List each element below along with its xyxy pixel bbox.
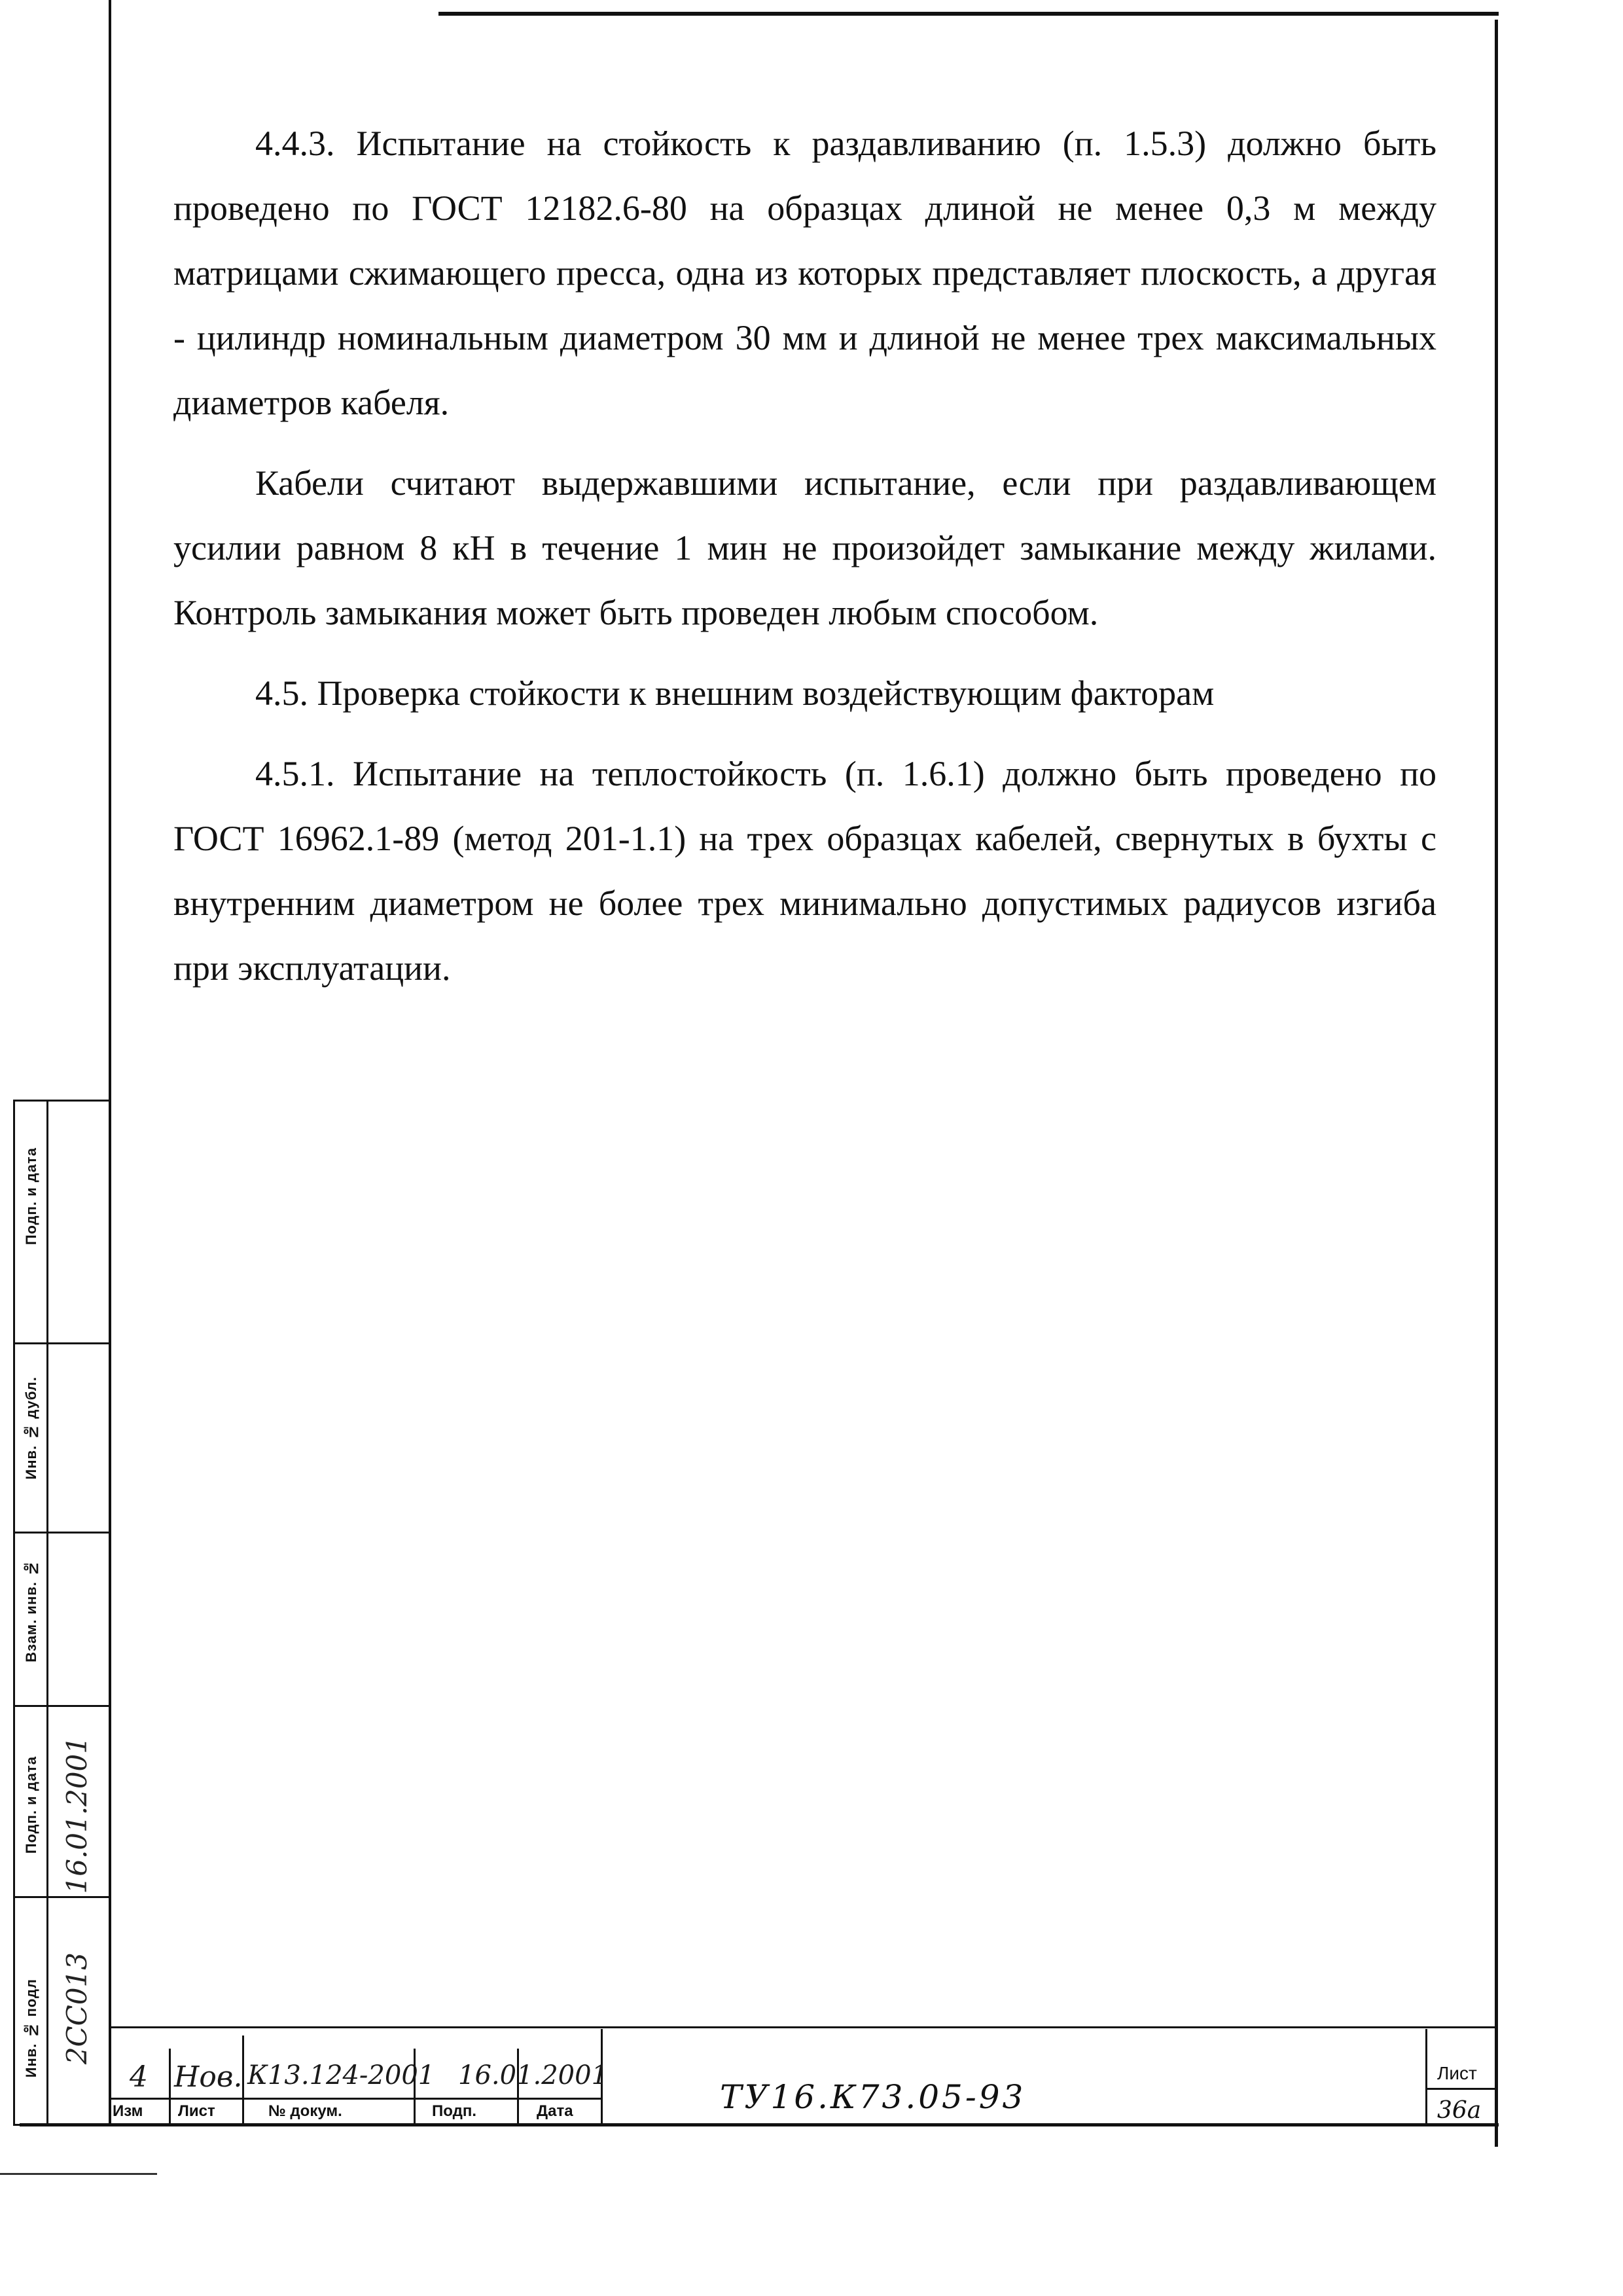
side-stamp-divider [15, 1896, 109, 1898]
stamp-sign-date-value: 16.01.2001 [61, 1736, 93, 1894]
label-doc-no: № докум. [268, 2102, 342, 2120]
stamp-inv-number-value: 2СС013 [61, 1952, 93, 2065]
title-block-row-line [111, 2098, 602, 2100]
title-block-top-line [111, 2026, 1495, 2028]
stamp-label-sign-date: Подп. и дата [23, 1147, 39, 1246]
margin-stub-line [0, 2173, 157, 2175]
document-code: ТУ16.К73.05-93 [720, 2078, 1026, 2116]
frame-bottom-border [20, 2123, 1499, 2126]
change-sheet: Нов. [174, 2060, 243, 2094]
title-block-divider [1425, 2029, 1427, 2125]
sheet-label: Лист [1437, 2063, 1477, 2083]
side-stamp-divider [15, 1342, 109, 1344]
frame-left-border [109, 0, 111, 2126]
change-date: 16.01.2001 [458, 2060, 609, 2090]
stamp-label-dup-inv: Инв. № дубл. [23, 1376, 39, 1480]
side-stamp [13, 1100, 109, 2126]
title-block-divider [169, 2049, 171, 2125]
sheet-number: 36а [1437, 2097, 1482, 2124]
title-block-row-line [1425, 2088, 1495, 2090]
side-stamp-divider [46, 1102, 48, 2124]
side-stamp-divider [15, 1532, 109, 1534]
frame-right-border [1495, 20, 1498, 2147]
change-document-number: К13.124-2001 [247, 2060, 435, 2090]
heading-4-5: 4.5. Проверка стойкости к внешним воздействующим факторам [255, 673, 1215, 713]
paragraph-4-4-3: 4.4.3. Испытание на стойкость к раздавливанию (п. 1.5.3) должно быть проведено по ГОСТ 12182.6-80 на образцах длиной не менее 0,3 м между матрицами сжимающего пресса, одна из которых представляет плоскость, а другая - цилиндр номинальным диаметром 30 мм и длиной не менее трех максимальных диаметров кабеля. [173, 124, 1436, 422]
stamp-label-replace-inv: Взам. инв. № [23, 1560, 39, 1662]
stamp-label-sign-date-2: Подп. и дата [23, 1756, 39, 1854]
label-data: Дата [537, 2102, 573, 2120]
label-list: Лист [178, 2102, 215, 2120]
paragraph-crush-result: Кабели считают выдержавшими испытание, если при раздавливающем усилии равном 8 кН в течение 1 мин не произойдет замыкание между жилами. Контроль замыкания может быть проведен любым способом. [173, 463, 1436, 632]
label-izm: Изм [113, 2102, 143, 2120]
label-podp: Подп. [432, 2102, 476, 2120]
document-body [173, 111, 1436, 1001]
change-number: 4 [130, 2060, 148, 2094]
side-stamp-divider [15, 1705, 109, 1707]
paragraph-4-5-1: 4.5.1. Испытание на теплостойкость (п. 1.6.1) должно быть проведено по ГОСТ 16962.1-89 (метод 201-1.1) на трех образцах кабелей, свернутых в бухты с внутренним диаметром не более трех минимально допустимых радиусов изгиба при эксплуатации. [173, 754, 1436, 988]
stamp-label-inv-number: Инв. № подл [23, 1979, 39, 2078]
frame-top-border [438, 12, 1499, 16]
